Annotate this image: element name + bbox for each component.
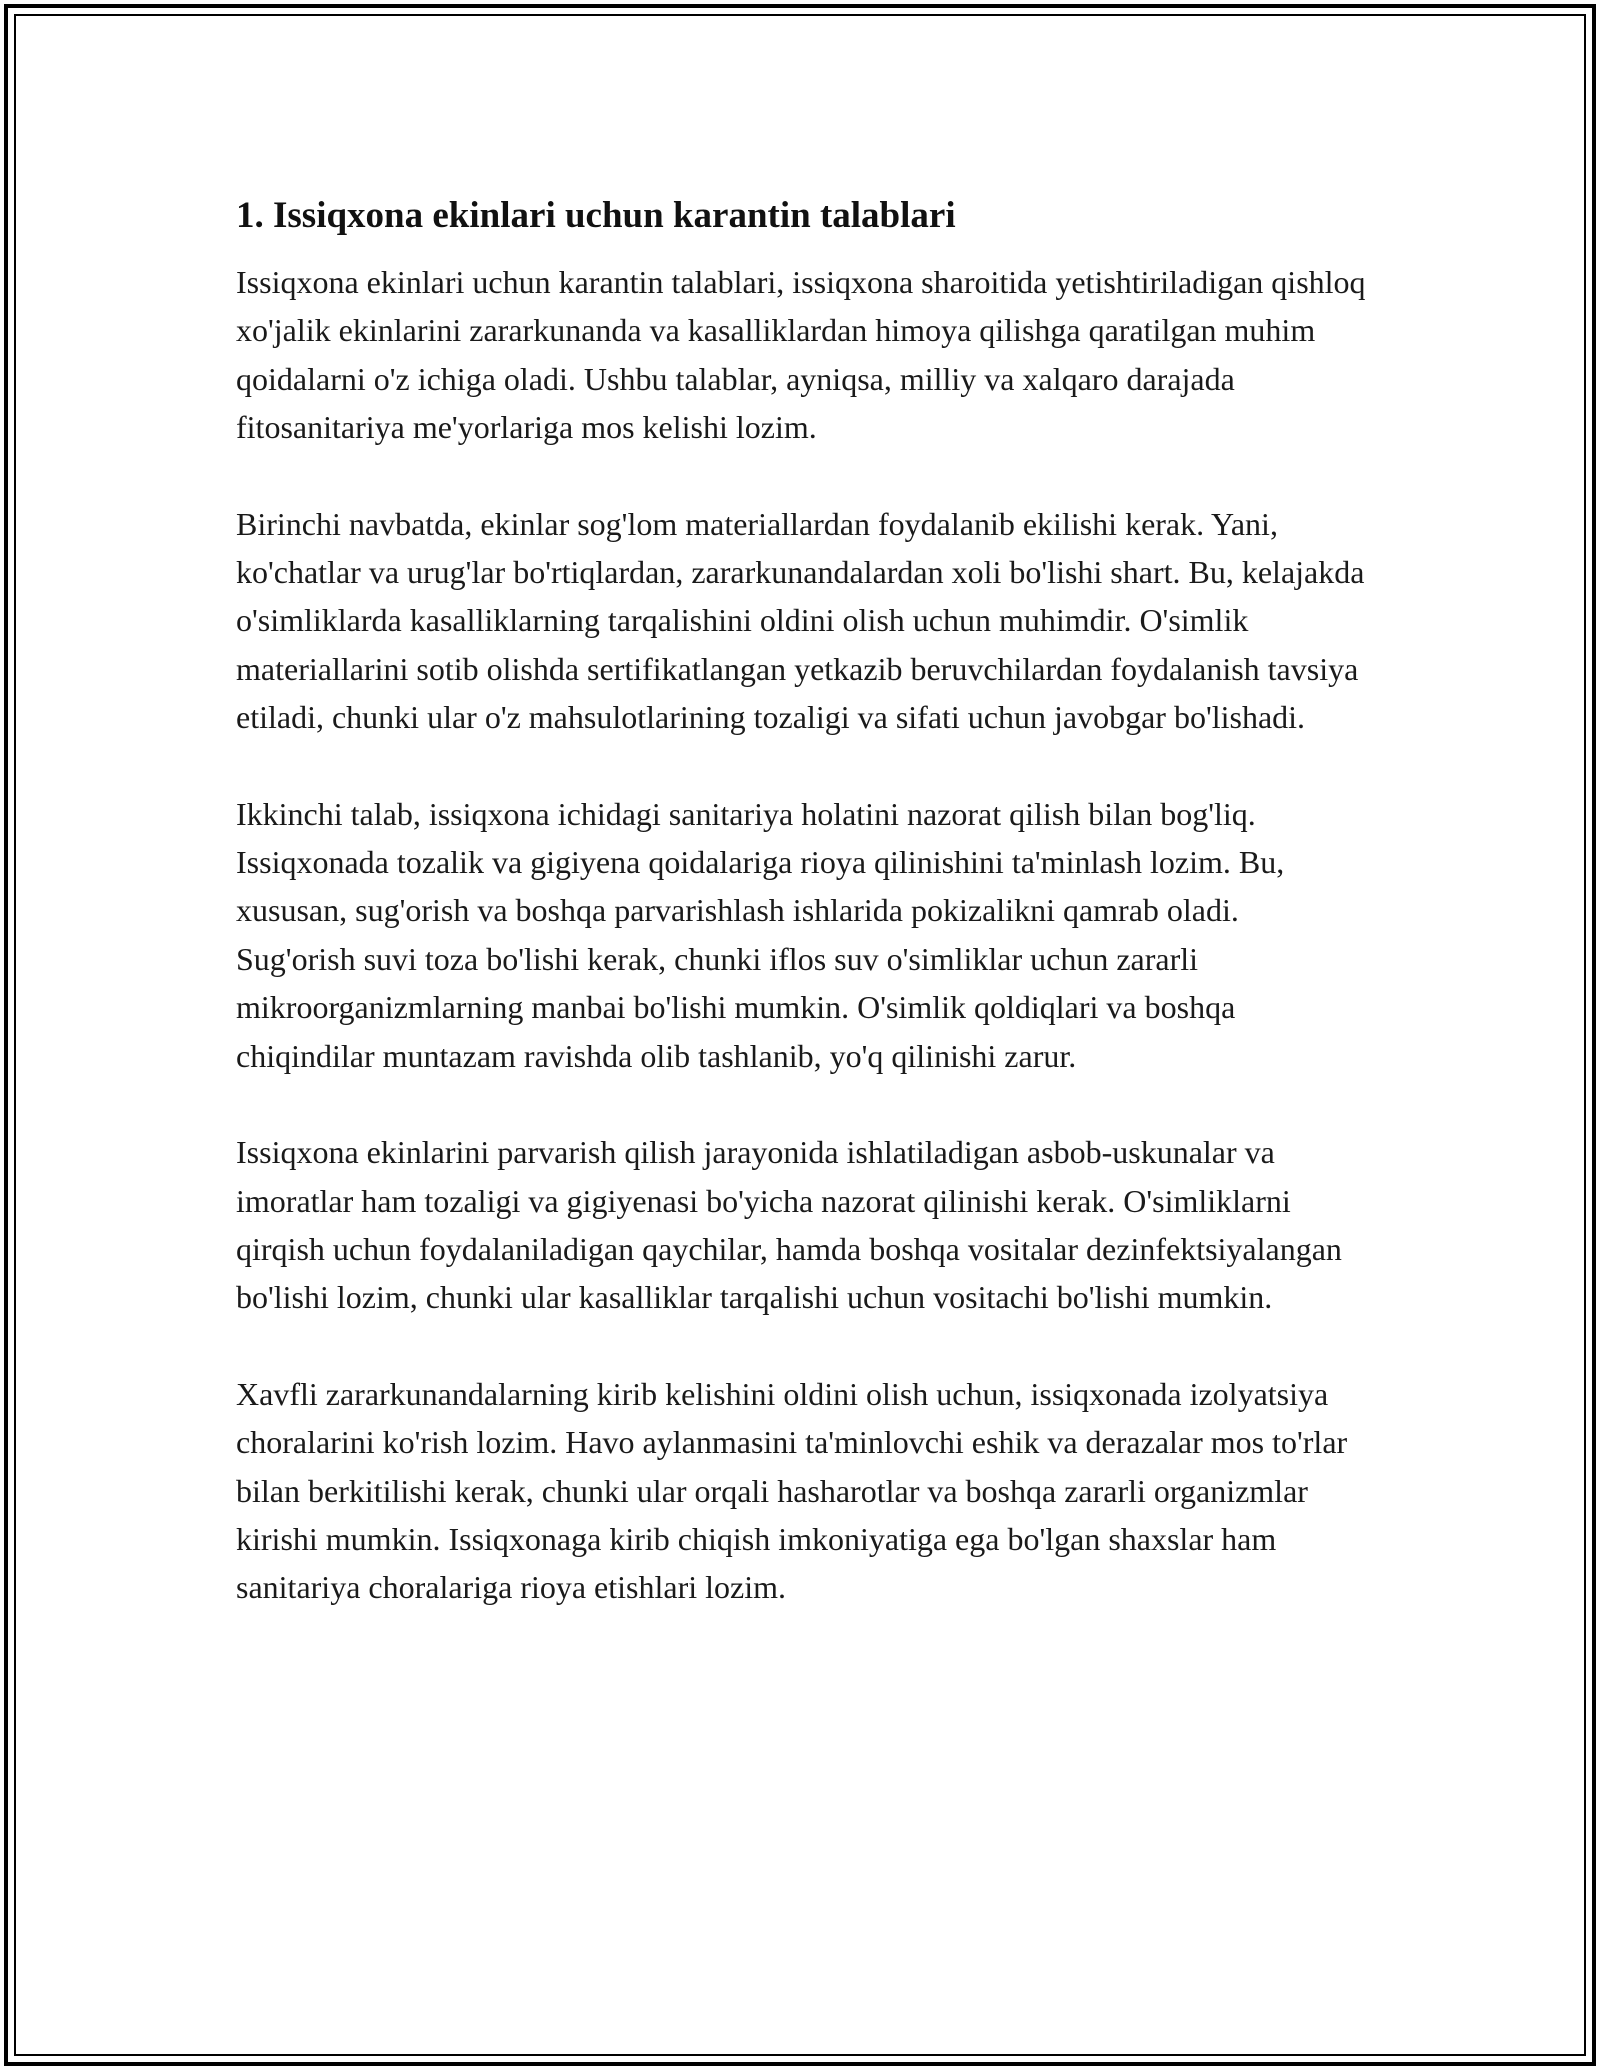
paragraph-sanitary-control: Ikkinchi talab, issiqxona ichidagi sanitariya holatini nazorat qilish bilan bog'liq. Issiqxonada tozalik va gigiyena qoidalariga rioya qilinishini ta'minlash lozim. Bu, xususan, sug'orish va boshqa parvarishlash ishlarida pokizalikni qamrab oladi. Sug'orish suvi toza bo'lishi kerak, chunki iflos suv o'simliklar uchun zararli mikroorganizmlarning manbai bo'lishi mumkin. O'simlik qoldiqlari va boshqa chiqindilar muntazam ravishda olib tashlanib, yo'q qilinishi zarur. [236, 795, 1285, 1074]
paragraph-isolation-measures: Xavfli zararkunandalarning kirib kelishini oldini olish uchun, issiqxonada izolyatsiya choralarini ko'rish lozim. Havo aylanmasini ta'minlovchi eshik va derazalar mos to'rlar bilan berkitilishi kerak, chunki ular orqali hasharotlar va boshqa zararli organizmlar kirishi mumkin. Issiqxonaga kirib chiqish imkoniyatiga ega bo'lgan shaxslar ham sanitariya choralariga rioya etishlari lozim. [236, 1375, 1348, 1606]
paragraph-healthy-materials: Birinchi navbatda, ekinlar sog'lom materiallardan foydalanib ekilishi kerak. Yani, ko'chatlar va urug'lar bo'rtiqlardan, zararkunandalardan xoli bo'lishi shart. Bu, kelajakda o'simliklarda kasalliklarning tarqalishini oldini olish uchun muhimdir. O'simlik materiallarini sotib olishda sertifikatlangan yetkazib beruvchilardan foydalanish tavsiya etiladi, chunki ular o'z mahsulotlarining tozaligi va sifati uchun javobgar bo'lishadi. [236, 505, 1365, 736]
paragraph-intro: Issiqxona ekinlari uchun karantin talablari, issiqxona sharoitida yetishtiriladigan qishloq xo'jalik ekinlarini zararkunanda va kasalliklardan himoya qilishga qaratilgan muhim qoidalarni o'z ichiga oladi. Ushbu talablar, ayniqsa, milliy va xalqaro darajada fitosanitariya me'yorlariga mos kelishi lozim. [236, 264, 1366, 446]
section-heading: 1. Issiqxona ekinlari uchun karantin talablari [236, 195, 956, 236]
document-body [236, 188, 1366, 1660]
paragraph-equipment-hygiene: Issiqxona ekinlarini parvarish qilish jarayonida ishlatiladigan asbob-uskunalar va imoratlar ham tozaligi va gigiyenasi bo'yicha nazorat qilinishi kerak. O'simliklarni qirqish uchun foydalaniladigan qaychilar, hamda boshqa vositalar dezinfektsiyalangan bo'lishi lozim, chunki ular kasalliklar tarqalishi uchun vositachi bo'lishi mumkin. [236, 1134, 1342, 1316]
